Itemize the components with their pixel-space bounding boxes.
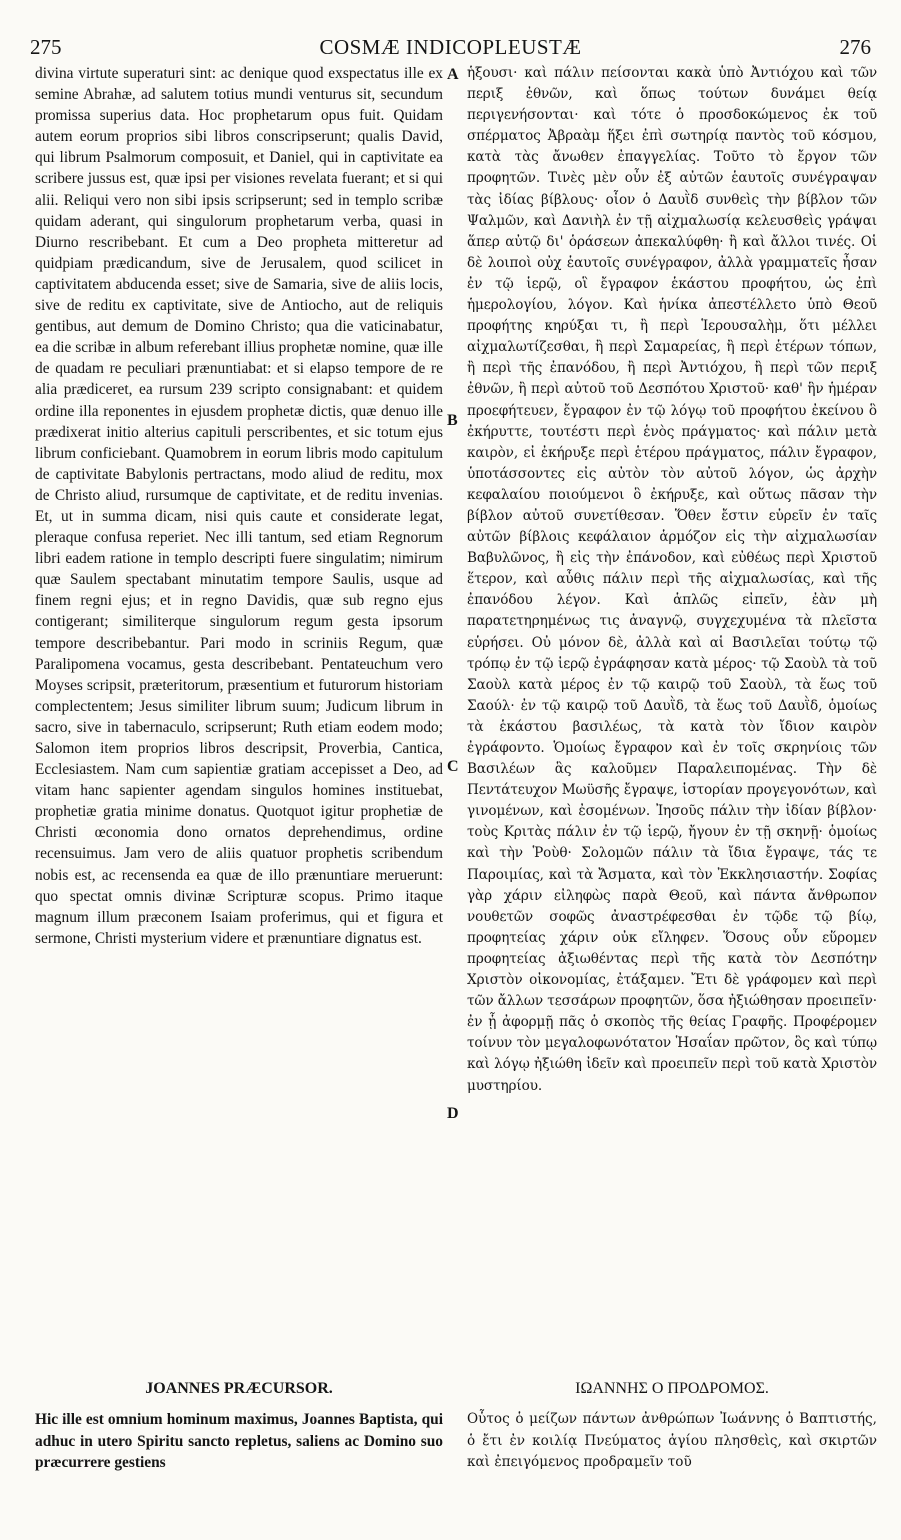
page-title: COSMÆ INDICOPLEUSTÆ bbox=[319, 34, 582, 59]
marker-c: C bbox=[447, 758, 459, 775]
latin-column bbox=[35, 63, 443, 1403]
marker-b: B bbox=[447, 412, 458, 429]
marker-d: D bbox=[447, 1105, 459, 1122]
greek-column bbox=[467, 63, 877, 1403]
latin-section bbox=[35, 1378, 443, 1473]
marker-a: A bbox=[447, 66, 459, 83]
greek-section-body: Οὗτος ὁ μείζων πάντων ἀνθρώπων Ἰωάννης ὁ Βαπτιστής, ὁ ἔτι ἐν κοιλίᾳ Πνεύματος ἁγίου πλησθεὶς, καὶ σκιρτῶν καὶ ἐπειγόμενος προδραμεῖν τοῦ bbox=[467, 1411, 877, 1470]
page-number-left: 275 bbox=[30, 34, 62, 59]
page-header bbox=[30, 30, 871, 64]
latin-text: divina virtute superaturi sint: ac denique quod exspectatus ille ex semine Abrahæ, ad salutem totius mundi venturus sit, secundum promissa superius data. Hoc prophetarum opus fuit. Quidam autem eorum proprios sibi libros conscripserunt; qualis David, qui librum Psalmorum composuit, et Daniel, qui in captivitate ea scribere jussus est, quæ ipsi per visiones revelata fuerant; et si qui alii. Reliqui vero non sibi ipsis scripserunt; sed in templo scribæ quidam aderant, qui singulorum prophetarum verba, quasi in Diurno rescribebant. Et cum a Deo propheta mitteretur ad quidpiam prædicandum, sive de Jerusalem, quod scilicet in captivitatem abducenda esset; sive de Samaria, sive de aliis locis, sive de reditu ex captivitate, sive de Antiocho, aut de reliquis gentibus, aut demum de Domino Christo; qua die vaticinabatur, ea die scribæ in album referebant illius prophetæ nomine, quæ ille de quadam re peculiari prænuntiabat: et si elapso tempore de re alia prædiceret, ea rursum 239 scripto consignabant: et quidem ordine illa reponentes in ejusdem prophetæ dictis, quæ denuo ille prædixerat initio alterius capituli perscribentes, et sic totum ejus librum conficiebant. Quamobrem in eorum libris modo capitulum de captivitate Babylonis pertractans, modo aliud de reditu, mox de Christo aliud, rursumque de captivitate, et de reditu invenias. Et, ut in summa dicam, nisi quis caute et considerate legat, pleraque confusa reperiet. Nec illi tantum, sed etiam Regnorum libri eadem ratione in templo descripti fuere singulatim; nimirum quæ Saulem spectabant minutatim tempore Saulis, usque ad finem regni ejus; et in regno Davidis, quæ sub regno ejus contigerant; similiterque singulorum regum gesta ipsorum tempore describebantur. Pari modo in scriniis Regum, quæ Paralipomena vocamus, gesta describebant. Pentateuchum vero Moyses scripsit, præteritorum, præsentium et futurorum historiam complectentem; Jesus similiter librum suum; Judicum librum in sacro, sive in tabernaculo, scripserunt; Ruth etiam eodem modo; Salomon item proprios libros descripsit, Proverbia, Cantica, Ecclesiastem. Nam cum sapientiæ gratiam accepisset a Deo, ad vitam hanc sapienter agendam singulos homines instituebat, prophetiæ gratia minime donatus. Quotquot igitur prophetiæ de Christi œconomia dono ornatos deprehendimus, ordine recensuimus. Jam vero de aliis quatuor prophetis scribendum nobis est, ac recensenda ea quæ de illo prænuntiare meruerunt: quo spectat omnis divinæ Scripturæ scopus. Primo itaque magnum illum præconem Isaiam proferimus, qui et figura et sermone, Christi mysterium videre et prænuntiare dignatus est. bbox=[35, 65, 443, 947]
greek-text: ἡξουσι· καὶ πάλιν πείσονται κακὰ ὑπὸ Ἀντιόχου καὶ τῶν περιξ ἐθνῶν, καὶ ὅπως τούτων δυνάμει θείᾳ περιγενήσονται· καὶ τότε ὁ προσδοκώμενος ἐκ τοῦ σπέρματος Ἀβραὰμ ἥξει ἐπὶ σωτηρίᾳ παντὸς τοῦ κόσμου, κατὰ τὰς ἄνωθεν ἐπαγγελίας. Τοῦτο τὸ ἔργον τῶν προφητῶν. Τινὲς μὲν οὖν ἐξ αὐτῶν ἑαυτοῖς συνέγραψαν τὰς ἰδίας βίβλους· οἷον ὁ Δαυῒδ συνθεὶς τὴν βίβλον τῶν Ψαλμῶν, καὶ Δανιὴλ ἐν τῇ αἰχμαλωσίᾳ κελευσθεὶς γράψαι ἅπερ αὐτῷ δι' ὁράσεων ἀπεκαλύφθη· ἢ καὶ ἄλλοι τινές. Οἱ δὲ λοιποὶ οὐχ ἑαυτοῖς συνέγραφον, ἀλλὰ γραμματεῖς ἦσαν ἐν τῷ ἱερῷ, οἳ ἔγραφον ἑκάστου προφήτου, ὡς ἐπὶ ἡμερολογίου, λόγον. Καὶ ἡνίκα ἀπεστέλλετο ὑπὸ Θεοῦ προφήτης κηρύξαι τι, ἢ περὶ Ἱερουσαλὴμ, ὅτι μέλλει αἰχμαλωτίζεσθαι, ἢ περὶ Σαμαρείας, ἢ περὶ ἑτέρων τόπων, ἢ περὶ τῆς ἐπανόδου, ἢ περὶ Ἀντιόχου, ἢ περὶ τῶν περιξ ἐθνῶν, ἢ περὶ αὐτοῦ τοῦ Δεσπότου Χριστοῦ· καθ' ἣν ἡμέραν προεφήτευεν, ἔγραφον ἐν τῷ λόγῳ τοῦ προφήτου ἐκείνου ὃ ἐκήρυττε, τουτέστι περὶ ἑνὸς πράγματος· καὶ πάλιν μετὰ καιρὸν, εἰ ἐκήρυξε περὶ ἑτέρου πράγματος, πάλιν ἔγραφον, ὑποτάσσοντες εἰς αὐτὸν τὸν αὐτοῦ λόγον, ὡς ἀρχὴν κεφαλαίου ποιούμενοι ὃ ἐκήρυξε, καὶ οὕτως πᾶσαν τὴν βίβλον αὐτοῦ συνετίθεσαν. Ὅθεν ἔστιν εὑρεῖν ἐν ταῖς αὐτῶν βίβλοις κεφάλαιον ἁρμόζον εἰς τὴν αἰχμαλωσίαν Βαβυλῶνος, ἢ εἰς τὴν ἐπάνοδον, καὶ εὐθέως περὶ Χριστοῦ ἕτερον, καὶ αὖθις πάλιν περὶ τῆς αἰχμαλωσίας, καὶ τῆς ἐπανόδου λέγον. Καὶ ἁπλῶς εἰπεῖν, ἐὰν μὴ παρατετηρημένως τις ἀναγνῷ, συγχεχυμένα τὰ πλεῖστα εὑρήσει. Οὐ μόνον δὲ, ἀλλὰ καὶ αἱ Βασιλεῖαι τούτῳ τῷ τρόπῳ ἐν τῷ ἱερῷ ἐγράφησαν κατὰ μέρος· τῷ Σαοὺλ τὰ τοῦ Σαοὺλ κατὰ μέρος ἐν τῷ καιρῷ τοῦ Σαοὺλ, τὰ ἕως τοῦ Σαούλ· ἐν τῷ καιρῷ τοῦ Δαυῒδ, τὰ ἕως τοῦ Δαυῒδ, ὁμοίως τὰ ἑκάστου βασιλέως, τὰ κατὰ τὸν ἴδιον καιρὸν ἐγράφοντο. Ὁμοίως ἔγραφον καὶ ἐν τοῖς σκρηνίοις τῶν Βασιλέων ἃς καλοῦμεν Παραλειπομένας. Τὴν δὲ Πεντάτευχον Μωϋσῆς ἔγραψε, ἱστορίαν προγεγονότων, καὶ γινομένων, καὶ ἐσομένων. Ἰησοῦς πάλιν τὴν ἰδίαν βίβλον· τοὺς Κριτὰς πάλιν ἐν τῷ ἱερῷ, ἤγουν ἐν τῇ σκηνῇ· ὁμοίως καὶ τὴν Ῥοὺθ· Σολομῶν πάλιν τὰ ἴδια ἔγραψε, τάς τε Παροιμίας, καὶ τὰ Ἄσματα, καὶ τὸν Ἐκκλησιαστήν. Σοφίας γὰρ χάριν εἰληφὼς παρὰ Θεοῦ, καὶ πάντα ἄνθρωπον νουθετῶν σοφῶς ἀναστρέφεσθαι ἐν τῷδε τῷ βίῳ, προφητείας χάριν οὐκ εἴληφεν. Ὅσους οὖν εὕρομεν προφητείας ἀξιωθέντας περὶ τῆς κατὰ τὸν Δεσπότην Χριστὸν οἰκονομίας, ἐτάξαμεν. Ἔτι δὲ γράφομεν καὶ περὶ τῶν ἄλλων τεσσάρων προφητῶν, ὅσα ἠξιώθησαν προειπεῖν· ἐν ᾗ ἀφορμῇ πᾶς ὁ σκοπὸς τῆς θείας Γραφῆς. Προφέρομεν τοίνυν τὸν μεγαλοφωνότατον Ἡσαΐαν πρῶτον, ὃς καὶ τύπῳ καὶ λόγῳ ἠξιώθη ἰδεῖν καὶ προειπεῖν περὶ τοῦ κατὰ Χριστὸν μυστηρίου. bbox=[467, 65, 877, 1094]
page-number-right: 276 bbox=[839, 34, 871, 59]
greek-section-title: ΙΩΑΝΝΗΣ Ο ΠΡΟΔΡΟΜΟΣ. bbox=[575, 1380, 769, 1397]
latin-section-body: Hic ille est omnium hominum maximus, Joannes Baptista, qui adhuc in utero Spiritu sancto repletus, saliens ac Domino suo præcurrere gestiens bbox=[35, 1411, 443, 1471]
greek-section bbox=[467, 1378, 877, 1473]
latin-section-title: JOANNES PRÆCURSOR. bbox=[145, 1380, 333, 1397]
